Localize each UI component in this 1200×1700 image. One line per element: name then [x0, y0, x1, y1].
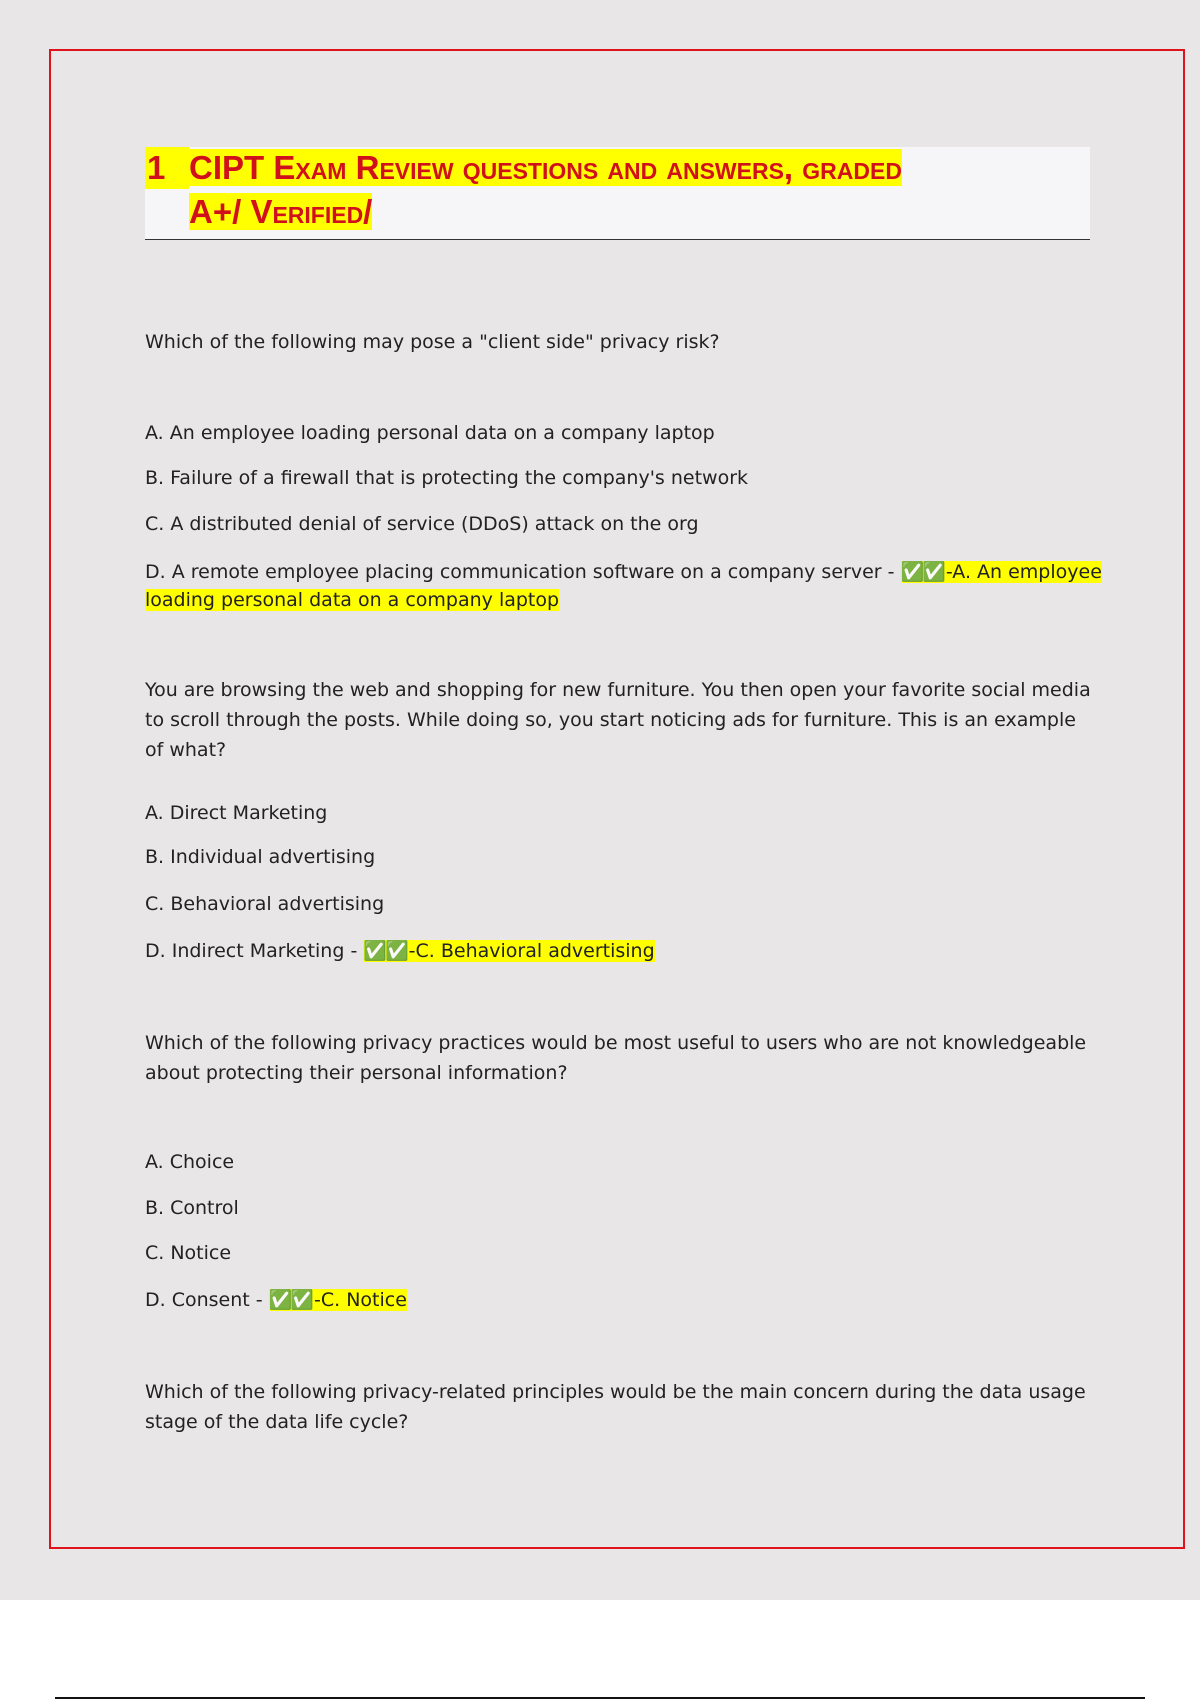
answer-option: D. Consent - ✅✅ -C. Notice	[145, 1289, 407, 1311]
answer-option: B. Control	[145, 1197, 239, 1219]
heading-title-line2: A+/ Verified/	[189, 193, 373, 230]
question-text: Which of the following privacy-related principles would be the main concern during the data usage stage of the data life cycle?	[145, 1381, 1086, 1433]
answer-option: B. Individual advertising	[145, 846, 376, 868]
answer-option: C. Notice	[145, 1242, 232, 1264]
heading-number: 1	[145, 147, 189, 189]
question-text: Which of the following may pose a "client side" privacy risk?	[145, 331, 720, 353]
document-heading	[145, 147, 1090, 240]
footer-divider	[55, 1697, 1145, 1699]
question-text: Which of the following privacy practices would be most useful to users who are not knowledgeable about protecting their personal information?	[145, 1032, 1087, 1084]
answer-option: C. A distributed denial of service (DDoS) attack on the org	[145, 513, 699, 535]
check-icon: ✅✅	[363, 940, 407, 962]
answer-option: D. Indirect Marketing - ✅✅ -C. Behavioral advertising	[145, 940, 655, 962]
question-text: You are browsing the web and shopping for new furniture. You then open your favorite social media to scroll through the posts. While doing so, you start noticing ads for furniture. This is an example of what?	[145, 679, 1091, 761]
correct-answer: ✅✅ -C. Notice	[268, 1289, 407, 1311]
answer-option: A. Choice	[145, 1151, 235, 1173]
correct-answer: ✅✅ -A. An employee	[900, 561, 1102, 583]
answer-option: B. Failure of a firewall that is protecting the company's network	[145, 467, 749, 489]
heading-title-line1: CIPT Exam Review questions and answers, graded	[189, 149, 902, 186]
correct-answer: ✅✅ -C. Behavioral advertising	[363, 940, 655, 962]
answer-option: C. Behavioral advertising	[145, 893, 385, 915]
correct-answer-continued: loading personal data on a company laptop	[145, 589, 560, 611]
answer-option: A. Direct Marketing	[145, 802, 328, 824]
answer-option: D. A remote employee placing communication software on a company server - ✅✅ -A. An employee	[145, 561, 1102, 583]
answer-option: A. An employee loading personal data on a company laptop	[145, 422, 715, 444]
check-icon: ✅✅	[268, 1289, 312, 1311]
check-icon: ✅✅	[900, 561, 944, 583]
